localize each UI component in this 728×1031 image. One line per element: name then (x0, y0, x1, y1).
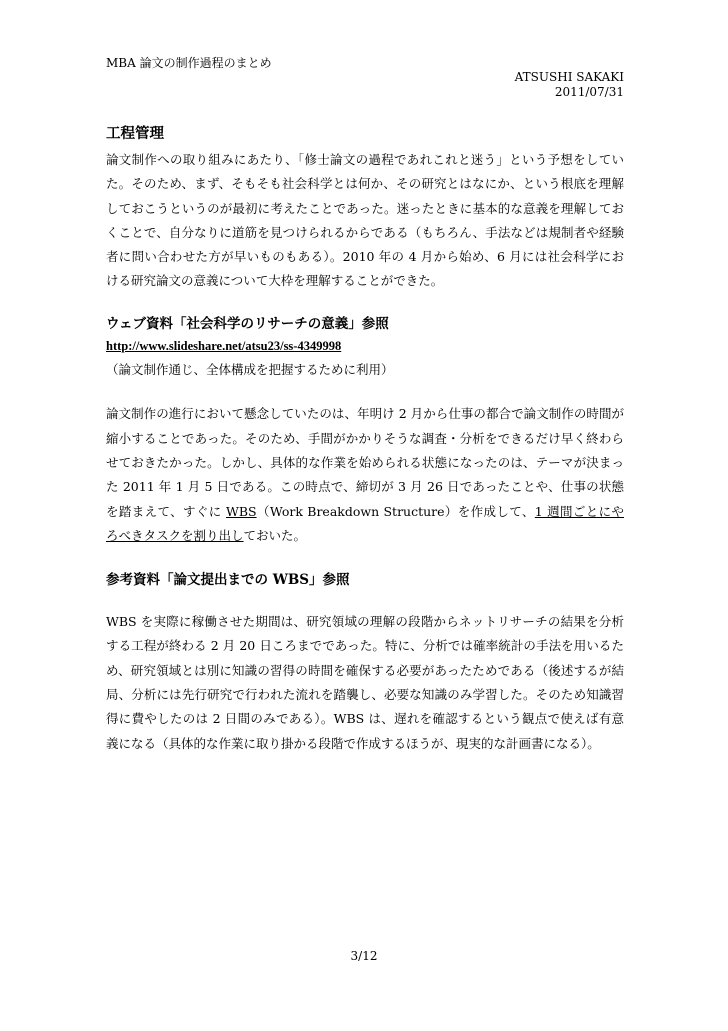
paragraph-3: WBS を実際に稼働させた期間は、研究領域の理解の段階からネットリサーチの結果を分析する工程が終わる 2 月 20 日ころまでであった。特に、分析では確率統計の手法を用いるため、研究領域とは別に知識の習得の時間を確保する必要があったためである（後述するが結局、分析には先行研究で行われた流れを踏襲し、必要な知識のみ学習した。そのため知識習得に費やしたのは 2 日間のみである）。WBS は、遅れを確認するという観点で使えば有意義になる（具体的な作業に取り掛かる段階で作成するほうが、現実的な計画書になる）。 (106, 614, 624, 751)
reference-note: （論文制作通じ、全体構成を把握するために利用） (106, 362, 394, 378)
page-number: 3/12 (350, 949, 378, 963)
reference-heading-2: 参考資料「論文提出までの WBS」参照 (106, 572, 350, 589)
document-date: 2011/07/31 (554, 85, 624, 99)
author-name: ATSUSHI SAKAKI (514, 70, 624, 84)
reference-link[interactable]: http://www.slideshare.net/atsu23/ss-4349998 (106, 338, 342, 353)
section-title: 工程管理 (106, 126, 164, 142)
wbs-term: WBS (225, 503, 257, 519)
paragraph-2 (106, 402, 624, 548)
main-content (106, 124, 624, 756)
document-title: MBA 論文の制作過程のまとめ (106, 56, 272, 70)
section-paragraph-1: 論文制作への取り組みにあたり、「修士論文の過程であれこれと迷う」という予想をしていた。そのため、まず、そもそも社会科学とは何か、その研究とはなにか、という根底を理解しておこうというのが最初に考えたことであった。迷ったときに基本的な意義を理解しておくことで、自分なりに道筋を見つけられるからである（もちろん、手法などは規制者や経験者に問い合わせた方が早いものもある）。2010 年の 4 月から始め、6 月には社会科学における研究論文の意義について大枠を理解することができた。 (106, 152, 624, 289)
weekly-task-phrase: 1 週間ごとにやろべきタスクを割り出し (106, 503, 624, 543)
reference-line-1 (106, 334, 624, 383)
author-block (515, 70, 624, 100)
paragraph-2-text-start: 論文制作の進行において懸念していたのは、年明け 2 月から仕事の都合で論文制作の時間が縮小することであった。そのため、手間がかかりそうな調査・分析をできるだけ早く終わらせておきたかった。しかし、具体的な作業を始められる状態になったのは、テーマが決まった 2011 年 1 月 5 日である。この時点で、締切が 3 月 26 日であったことや、仕事の状態を踏まえて、すぐに (106, 406, 624, 519)
reference-heading-1: ウェブ資料「社会科学のリサーチの意義」参照 (106, 315, 389, 332)
paragraph-2-text-end: ておいた。 (243, 527, 307, 543)
paragraph-2-text-middle: （Work Breakdown Structure）を作成して、 (256, 503, 535, 519)
